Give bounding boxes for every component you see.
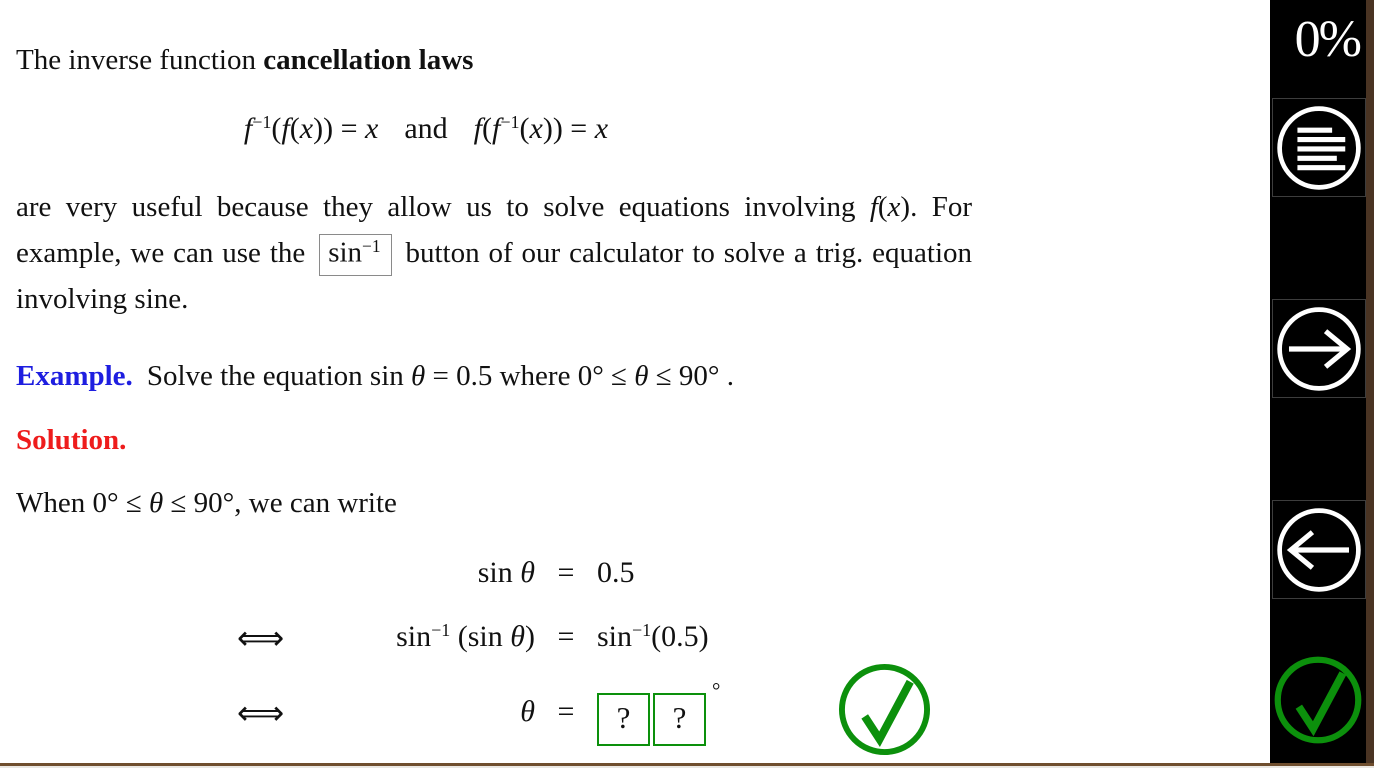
seg-rm: 0.5 [597, 556, 635, 589]
equiv-arrow: ⟺ [237, 692, 285, 732]
seg-sup: −1 [632, 620, 652, 641]
window-edge-right [1366, 0, 1374, 768]
equation-lhs [396, 620, 535, 654]
seg-rm: (0.5) [651, 620, 709, 653]
example-line [16, 360, 734, 393]
seg-it: θ [520, 695, 535, 728]
seg-rm: ( [877, 191, 888, 223]
seg-it: f [281, 112, 290, 145]
seg-b: cancellation laws [263, 44, 474, 76]
seg-it: θ [411, 360, 426, 392]
seg-rm: ( [519, 112, 530, 145]
seg-rm: When 0° ≤ [16, 487, 150, 519]
seg-sup: −1 [252, 112, 272, 133]
equals-sign: = [557, 620, 575, 653]
seg-gap: and [404, 112, 448, 145]
seg-rm: ( [271, 112, 282, 145]
seg-rm: ≤ 90°, we can write [163, 487, 397, 519]
seg-rm: ( [289, 112, 300, 145]
seg-it: f [492, 112, 501, 145]
seg-rm: Solve the equation sin [146, 360, 411, 392]
seg-it: x [887, 191, 901, 223]
equiv-arrow: ⟺ [237, 617, 285, 657]
seg-rm: ). For example, we can use the [16, 191, 972, 269]
seg-sup: −1 [500, 112, 520, 133]
seg-it: x [365, 112, 379, 145]
seg-rm: ) [525, 620, 535, 653]
sidebar [1270, 0, 1366, 763]
example-keyword: Example. [16, 360, 133, 392]
seg-rm: (sin [450, 620, 511, 653]
solution-label: Solution. [16, 424, 127, 456]
seg-it: θ [520, 556, 535, 589]
notes-button[interactable] [1272, 98, 1366, 197]
seg-it: x [299, 112, 314, 145]
seg-it: f [869, 191, 878, 223]
next-button[interactable] [1272, 299, 1366, 398]
arrow-left-icon [1274, 505, 1364, 595]
seg-rm: The inverse function [16, 44, 264, 76]
equation-lhs [520, 695, 535, 729]
seg-rm: sin [477, 556, 521, 589]
inverse-sine-button-box [319, 234, 391, 275]
progress-label: 0% [1294, 11, 1360, 68]
answer-correct-check-icon [836, 662, 933, 757]
when-line [16, 487, 397, 520]
seg-sup: −1 [362, 236, 381, 257]
seg-rm: )) = [313, 112, 365, 145]
arrow-right-icon [1274, 304, 1364, 394]
seg-rm: ( [482, 112, 492, 145]
answer-box[interactable]: ? [653, 693, 706, 746]
seg-rm: )) = [542, 112, 595, 145]
seg-rm: sin [396, 620, 432, 653]
seg-rm: are very useful because they allow us to solve equations involving [16, 191, 870, 223]
seg-rm: = 0.5 where 0° ≤ [425, 360, 635, 392]
check-circle-icon [1272, 653, 1364, 747]
cancellation-laws-formula [16, 112, 836, 146]
equation-lhs [478, 556, 535, 590]
seg-rm: sin [597, 620, 633, 653]
slide-title [16, 44, 473, 77]
seg-it: x [594, 112, 609, 145]
equation-rhs [597, 556, 635, 590]
seg-it: x [529, 112, 543, 145]
equation-rhs [597, 678, 720, 747]
seg-it: f [243, 112, 253, 145]
seg-it: θ [634, 360, 649, 392]
seg-it: θ [510, 620, 525, 653]
degree-symbol: ° [712, 677, 721, 702]
equation-rhs [597, 620, 709, 654]
seg-rm: sin [328, 237, 363, 269]
body-paragraph [16, 184, 972, 322]
seg-rm: button of our calculator to solve a trig. equation involving sine. [16, 237, 973, 315]
notes-lines-icon [1274, 103, 1364, 193]
equals-sign: = [557, 695, 575, 728]
seg-sup: −1 [431, 620, 451, 641]
previous-button[interactable] [1272, 500, 1366, 599]
seg-rm: ≤ 90° . [648, 360, 734, 392]
check-button[interactable] [1272, 650, 1364, 750]
answer-box[interactable]: ? [597, 693, 650, 746]
seg-it: f [473, 112, 482, 145]
equals-sign: = [557, 556, 575, 589]
seg-it: θ [149, 487, 164, 519]
